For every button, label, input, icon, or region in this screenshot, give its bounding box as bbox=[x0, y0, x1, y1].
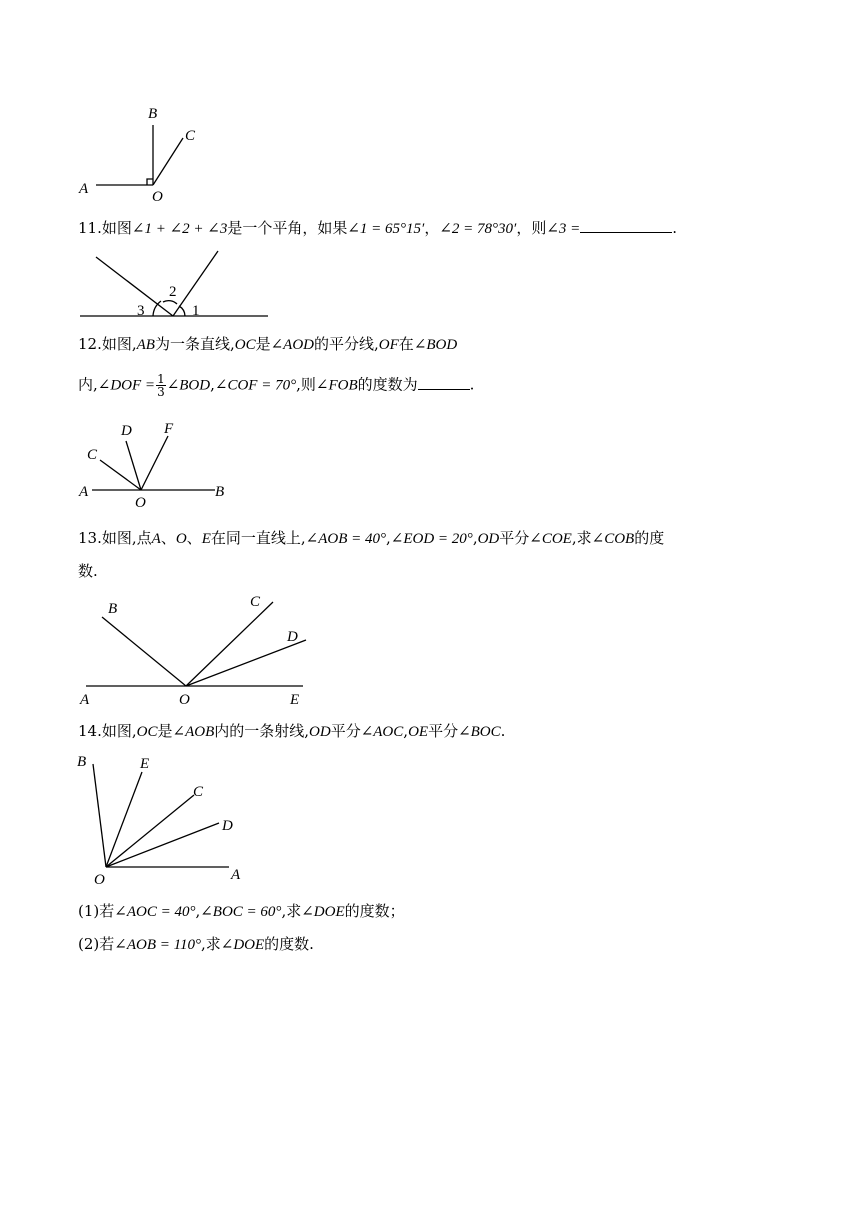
label-c: C bbox=[185, 128, 196, 144]
q14-part1: (1)若∠AOC = 40°,∠BOC = 60°,求∠DOE的度数； bbox=[78, 902, 405, 920]
figure-q14 bbox=[76, 750, 256, 888]
label-b: B bbox=[108, 601, 118, 617]
label-b: B bbox=[215, 484, 225, 500]
answer-blank[interactable] bbox=[418, 375, 470, 390]
label-e: E bbox=[140, 756, 150, 772]
figure-q12 bbox=[78, 418, 238, 516]
answer-blank[interactable] bbox=[580, 218, 672, 233]
figure-right-angle bbox=[70, 100, 210, 205]
label-d: D bbox=[222, 818, 233, 834]
label-a: A bbox=[80, 692, 90, 708]
q12-text-line2: 内,∠DOF = $\frac{1}{3}$ ∠BOD,∠COF = 70°,则∠FOB的度数为 . bbox=[78, 372, 475, 399]
angle-3-label: 3 bbox=[137, 303, 145, 319]
angle-2-label: 2 bbox=[169, 284, 177, 300]
q11-text: 11.如图∠1 + ∠2 + ∠3是一个平角，如果∠1 = 65°15′，∠2 = 78°30′，则∠3 = . bbox=[78, 219, 678, 237]
label-b: B bbox=[148, 106, 158, 122]
q12-text-line1: 12.如图,AB为一条直线,OC是∠AOD的平分线,OF在∠BOD bbox=[78, 335, 458, 353]
q13-text-line2: 数. bbox=[78, 562, 98, 580]
label-o: O bbox=[179, 692, 190, 708]
label-a: A bbox=[79, 181, 89, 197]
q14-part2: (2)若∠AOB = 110°,求∠DOE的度数. bbox=[78, 935, 314, 953]
label-c: C bbox=[87, 447, 98, 463]
label-o: O bbox=[135, 495, 146, 511]
label-d: D bbox=[287, 629, 298, 645]
q14-text: 14.如图,OC是∠AOB内的一条射线,OD平分∠AOC,OE平分∠BOC. bbox=[78, 722, 506, 740]
label-e: E bbox=[290, 692, 300, 708]
label-a: A bbox=[231, 867, 241, 883]
label-d: D bbox=[121, 423, 132, 439]
label-a: A bbox=[79, 484, 89, 500]
angle-1-label: 1 bbox=[192, 303, 200, 319]
q13-text-line1: 13.如图,点A、O、E在同一直线上,∠AOB = 40°,∠EOD = 20°,OD平分∠COE,求∠COB的度 bbox=[78, 529, 665, 547]
label-c: C bbox=[250, 594, 261, 610]
fraction-one-third: $\frac{1}{3}$ bbox=[157, 372, 165, 399]
label-f: F bbox=[164, 421, 174, 437]
label-c: C bbox=[193, 784, 204, 800]
figure-q11 bbox=[78, 245, 278, 325]
label-b: B bbox=[77, 754, 87, 770]
label-o: O bbox=[152, 189, 163, 205]
figure-q13 bbox=[78, 590, 318, 710]
label-o: O bbox=[94, 872, 105, 888]
